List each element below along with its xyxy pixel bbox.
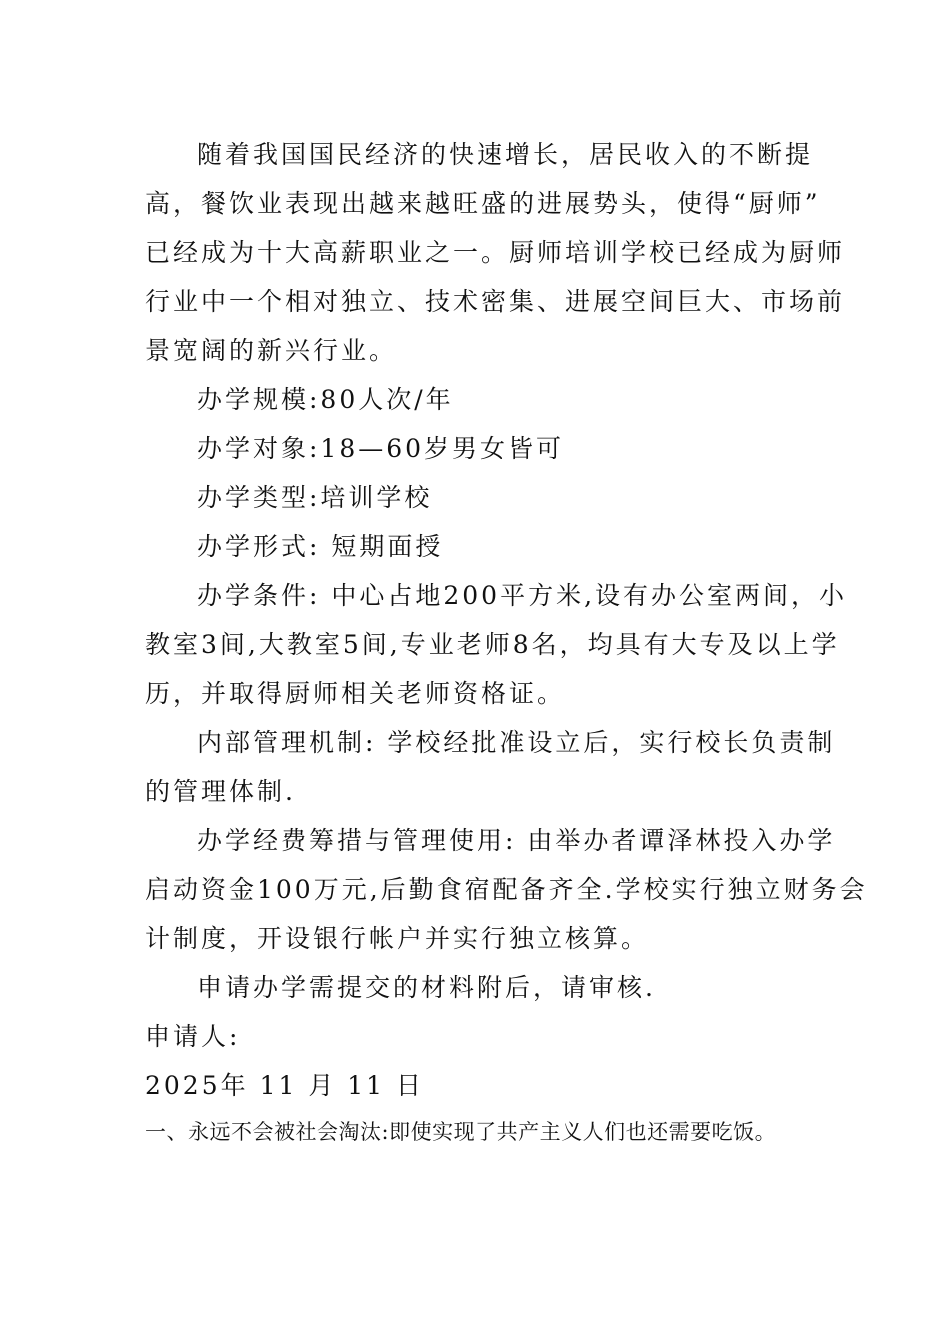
- footnote-line: 一、永远不会被社会淘汰:即使实现了共产主义人们也还需要吃饭。: [145, 1120, 777, 1144]
- funding-line: 办学经费筹措与管理使用: 由举办者谭泽林投入办学: [197, 826, 836, 855]
- management-line: 的管理体制.: [145, 777, 296, 806]
- intro-line: 已经成为十大高薪职业之一。厨师培训学校已经成为厨师: [145, 238, 846, 267]
- intro-line: 行业中一个相对独立、技术密集、进展空间巨大、市场前: [145, 287, 846, 316]
- conditions-line: 办学条件: 中心占地200平方米,设有办公室两间，小: [197, 581, 848, 610]
- intro-line: 景宽阔的新兴行业。: [145, 336, 398, 365]
- funding-paragraph: [145, 816, 868, 963]
- type-line: 办学类型:培训学校: [197, 483, 433, 512]
- scale-line: 办学规模:80人次/年: [197, 385, 454, 414]
- conditions-line: 历，并取得厨师相关老师资格证。: [145, 679, 566, 708]
- document-body: [145, 130, 868, 1150]
- funding-line: 计制度，开设银行帐户并实行独立核算。: [145, 924, 650, 953]
- management-paragraph: [145, 718, 836, 816]
- intro-paragraph: [145, 130, 846, 375]
- conditions-line: 教室3间,大教室5间,专业老师8名，均具有大专及以上学: [145, 630, 840, 659]
- intro-line: 随着我国国民经济的快速增长，居民收入的不断提: [197, 140, 814, 169]
- date-line: 2025年 11 月 11 日: [145, 1071, 425, 1100]
- funding-line: 启动资金100万元,后勤食宿配备齐全.学校实行独立财务会: [145, 875, 868, 904]
- target-line: 办学对象:18—60岁男女皆可: [197, 434, 565, 463]
- form-line: 办学形式: 短期面授: [197, 532, 444, 561]
- intro-line: 高，餐饮业表现出越来越旺盛的进展势头，使得“厨师”: [145, 189, 821, 218]
- applicant-label: 申请人:: [145, 1022, 241, 1051]
- management-line: 内部管理机制: 学校经批准设立后，实行校长负责制: [197, 728, 836, 757]
- request-line: 申请办学需提交的材料附后，请审核.: [197, 973, 656, 1002]
- conditions-paragraph: [145, 571, 848, 718]
